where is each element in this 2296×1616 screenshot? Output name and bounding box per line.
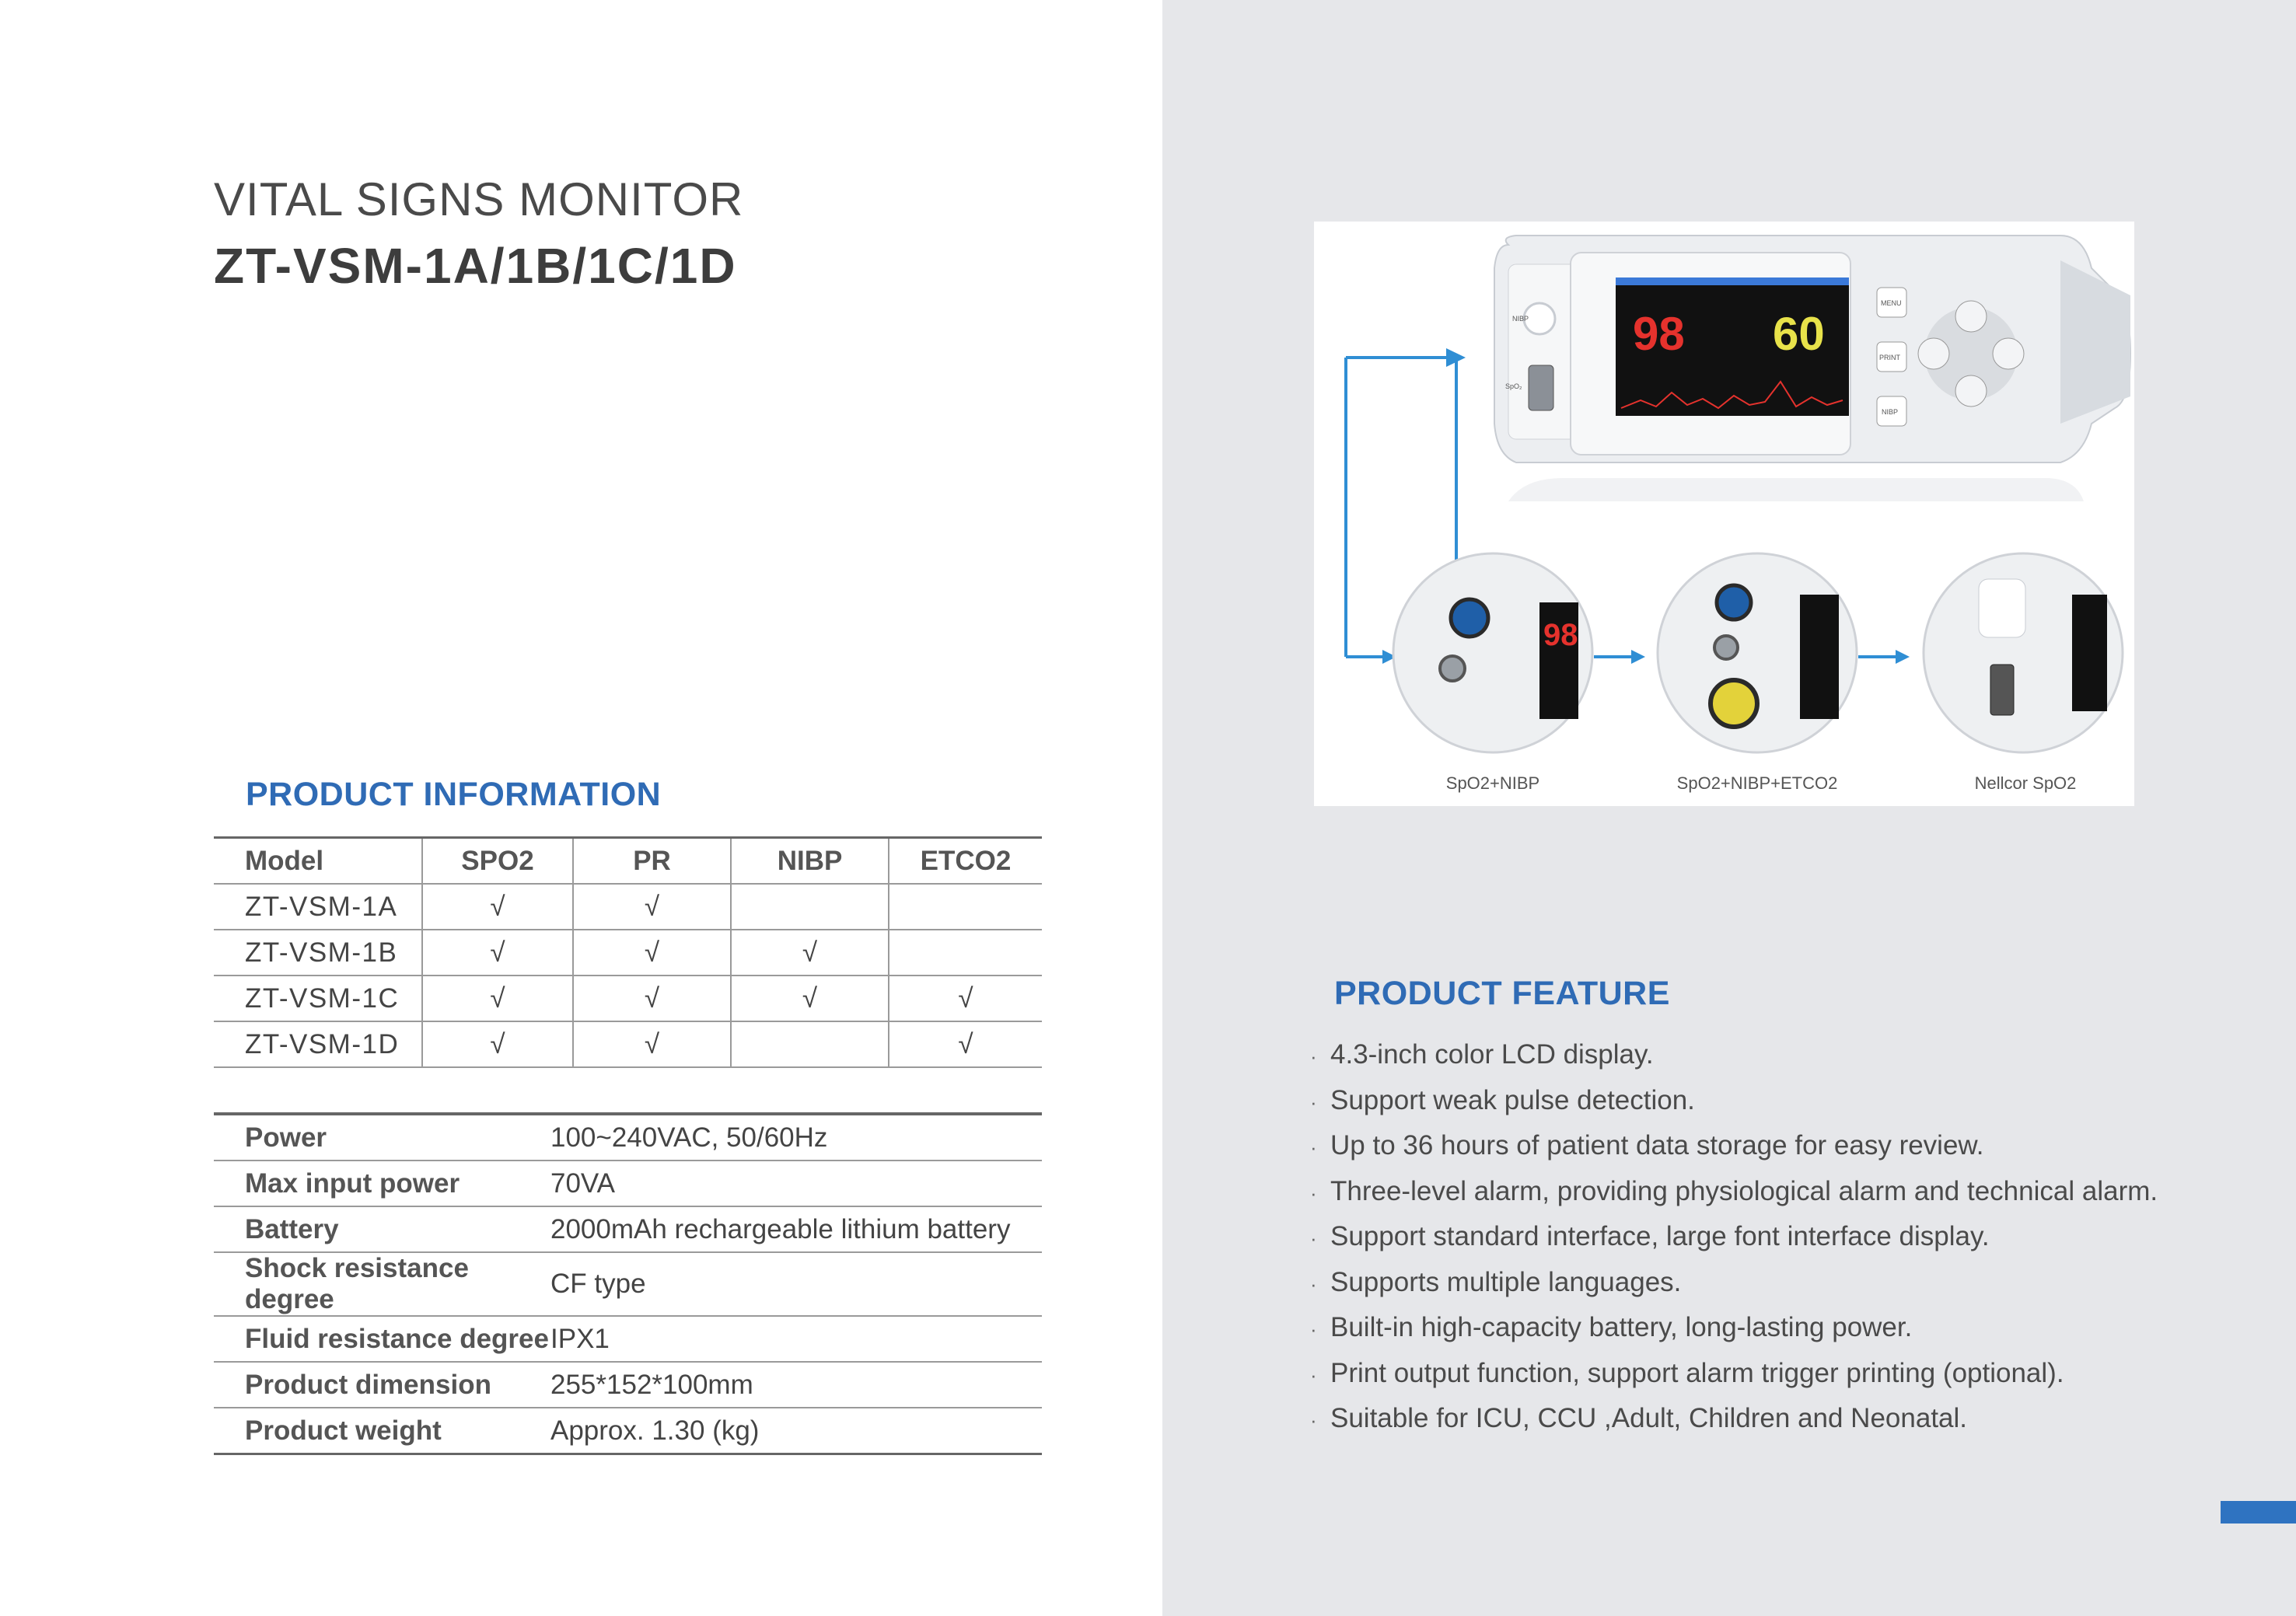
mini-screen	[1800, 595, 1839, 719]
monitor-illustration	[1314, 222, 2134, 806]
model-cell: ZT-VSM-1A	[214, 884, 422, 930]
product-information-heading: PRODUCT INFORMATION	[246, 776, 662, 813]
list-item	[1310, 1214, 2158, 1260]
list-item	[1310, 1169, 2158, 1215]
check-cell: √	[573, 930, 731, 976]
nibp-port-label: NIBP	[1512, 315, 1529, 323]
check-cell: √	[731, 976, 889, 1021]
spec-key: Power	[214, 1115, 550, 1161]
variant-label: SpO2+NIBP+ETCO2	[1676, 773, 1838, 793]
check-cell: √	[889, 1021, 1042, 1067]
spec-value: 255*152*100mm	[550, 1362, 1042, 1408]
dpad-left-icon	[1918, 338, 1949, 369]
spec-row	[214, 1161, 1042, 1206]
bullet-icon: ·	[1310, 1227, 1317, 1250]
spo2-port-label: SpO₂	[1505, 382, 1522, 390]
list-item	[1310, 1123, 2158, 1169]
spo2-connector-icon	[1529, 365, 1553, 410]
spec-row	[214, 1362, 1042, 1408]
spec-value: Approx. 1.30 (kg)	[550, 1408, 1042, 1454]
lcd-status-bar	[1616, 277, 1849, 285]
spec-row	[214, 1316, 1042, 1362]
spec-row	[214, 1115, 1042, 1161]
column-header-spo2: SPO2	[422, 838, 573, 885]
table-row	[214, 930, 1042, 976]
dpad-right-icon	[1993, 338, 2024, 369]
model-cell: ZT-VSM-1B	[214, 930, 422, 976]
check-cell: √	[422, 976, 573, 1021]
spec-row	[214, 1408, 1042, 1454]
product-model-title: ZT-VSM-1A/1B/1C/1D	[214, 238, 737, 294]
page-accent-bar	[2221, 1501, 2296, 1524]
table-row	[214, 976, 1042, 1021]
check-cell	[889, 884, 1042, 930]
check-cell: √	[731, 930, 889, 976]
product-photo	[1314, 222, 2134, 806]
spo2-reading: 98	[1633, 308, 1685, 360]
spec-row	[214, 1252, 1042, 1316]
arrow-right-icon	[1631, 650, 1645, 664]
spec-key: Product weight	[214, 1408, 550, 1454]
nibp-port-icon	[1714, 636, 1738, 659]
nibp-button-label: NIBP	[1882, 408, 1899, 416]
table-row	[214, 1021, 1042, 1067]
nibp-port-icon	[1440, 656, 1465, 681]
list-item	[1310, 1351, 2158, 1397]
dpad-down-icon	[1955, 375, 1987, 407]
spec-value: 2000mAh rechargeable lithium battery	[550, 1206, 1042, 1252]
model-cell: ZT-VSM-1C	[214, 976, 422, 1021]
spec-key: Shock resistance degree	[214, 1252, 550, 1316]
product-feature-heading: PRODUCT FEATURE	[1334, 975, 1670, 1012]
check-cell: √	[422, 1021, 573, 1067]
feature-text: Built-in high-capacity battery, long-lasting power.	[1330, 1312, 1913, 1342]
column-header-pr: PR	[573, 838, 731, 885]
bullet-icon: ·	[1310, 1408, 1317, 1432]
spec-key: Fluid resistance degree	[214, 1316, 550, 1362]
variant-label: SpO2+NIBP	[1445, 773, 1540, 793]
feature-text: Support weak pulse detection.	[1330, 1084, 1695, 1115]
check-cell: √	[573, 884, 731, 930]
spec-key: Max input power	[214, 1161, 550, 1206]
bullet-icon: ·	[1310, 1181, 1317, 1205]
nellcor-connector-icon	[1990, 665, 2014, 715]
list-item	[1310, 1078, 2158, 1124]
check-cell	[731, 884, 889, 930]
column-header-nibp: NIBP	[731, 838, 889, 885]
menu-button-label: MENU	[1881, 299, 1902, 307]
specifications-table	[214, 1113, 1042, 1455]
spec-value: 100~240VAC, 50/60Hz	[550, 1115, 1042, 1161]
mini-screen	[2072, 595, 2107, 711]
spec-value: CF type	[550, 1252, 1042, 1316]
monitor-handle	[2060, 260, 2130, 424]
spec-row	[214, 1206, 1042, 1252]
pr-reading: 60	[1773, 308, 1825, 360]
model-cell: ZT-VSM-1D	[214, 1021, 422, 1067]
list-item	[1310, 1305, 2158, 1351]
feature-list	[1310, 1032, 2158, 1442]
table-row	[214, 884, 1042, 930]
bullet-icon: ·	[1310, 1090, 1317, 1114]
feature-text: Suitable for ICU, CCU ,Adult, Children and Neonatal.	[1330, 1403, 1968, 1433]
bullet-icon: ·	[1310, 1272, 1317, 1296]
bullet-icon: ·	[1310, 1045, 1317, 1068]
feature-text: Up to 36 hours of patient data storage for easy review.	[1330, 1130, 1984, 1161]
list-item	[1310, 1396, 2158, 1442]
arrow-right-icon	[1896, 650, 1910, 664]
model-comparison-table	[214, 836, 1042, 1115]
feature-text: Three-level alarm, providing physiological alarm and technical alarm.	[1330, 1175, 2158, 1206]
spec-key: Battery	[214, 1206, 550, 1252]
check-cell	[731, 1021, 889, 1067]
check-cell: √	[422, 930, 573, 976]
spo2-port-icon	[1451, 599, 1488, 637]
dpad-up-icon	[1955, 301, 1987, 332]
feature-text: Print output function, support alarm trigger printing (optional).	[1330, 1357, 2064, 1388]
variant-label: Nellcor SpO2	[1974, 773, 2077, 793]
bullet-icon: ·	[1310, 1318, 1317, 1341]
check-cell: √	[573, 976, 731, 1021]
print-button-label: PRINT	[1879, 354, 1900, 361]
feature-text: Supports multiple languages.	[1330, 1266, 1682, 1297]
feature-text: 4.3-inch color LCD display.	[1330, 1039, 1654, 1070]
model-table-header-row	[214, 838, 1042, 885]
check-cell	[889, 930, 1042, 976]
feature-text: Support standard interface, large font interface display.	[1330, 1221, 1990, 1251]
spo2-port-icon	[1717, 585, 1751, 620]
list-item	[1310, 1032, 2158, 1078]
check-cell: √	[422, 884, 573, 930]
bullet-icon: ·	[1310, 1363, 1317, 1387]
bullet-icon: ·	[1310, 1136, 1317, 1159]
mini-spo2-reading: 98	[1543, 618, 1578, 652]
column-header-model: Model	[214, 838, 422, 885]
spec-key: Product dimension	[214, 1362, 550, 1408]
product-category-title: VITAL SIGNS MONITOR	[214, 173, 744, 225]
check-cell: √	[889, 976, 1042, 1021]
spec-value: 70VA	[550, 1161, 1042, 1206]
table-spacer-row	[214, 1067, 1042, 1114]
list-item	[1310, 1260, 2158, 1306]
column-header-etco2: ETCO2	[889, 838, 1042, 885]
reflection-shape	[1508, 478, 2084, 501]
spec-value: IPX1	[550, 1316, 1042, 1362]
nellcor-port-cover	[1979, 579, 2025, 637]
etco2-port-icon	[1711, 680, 1757, 727]
check-cell: √	[573, 1021, 731, 1067]
